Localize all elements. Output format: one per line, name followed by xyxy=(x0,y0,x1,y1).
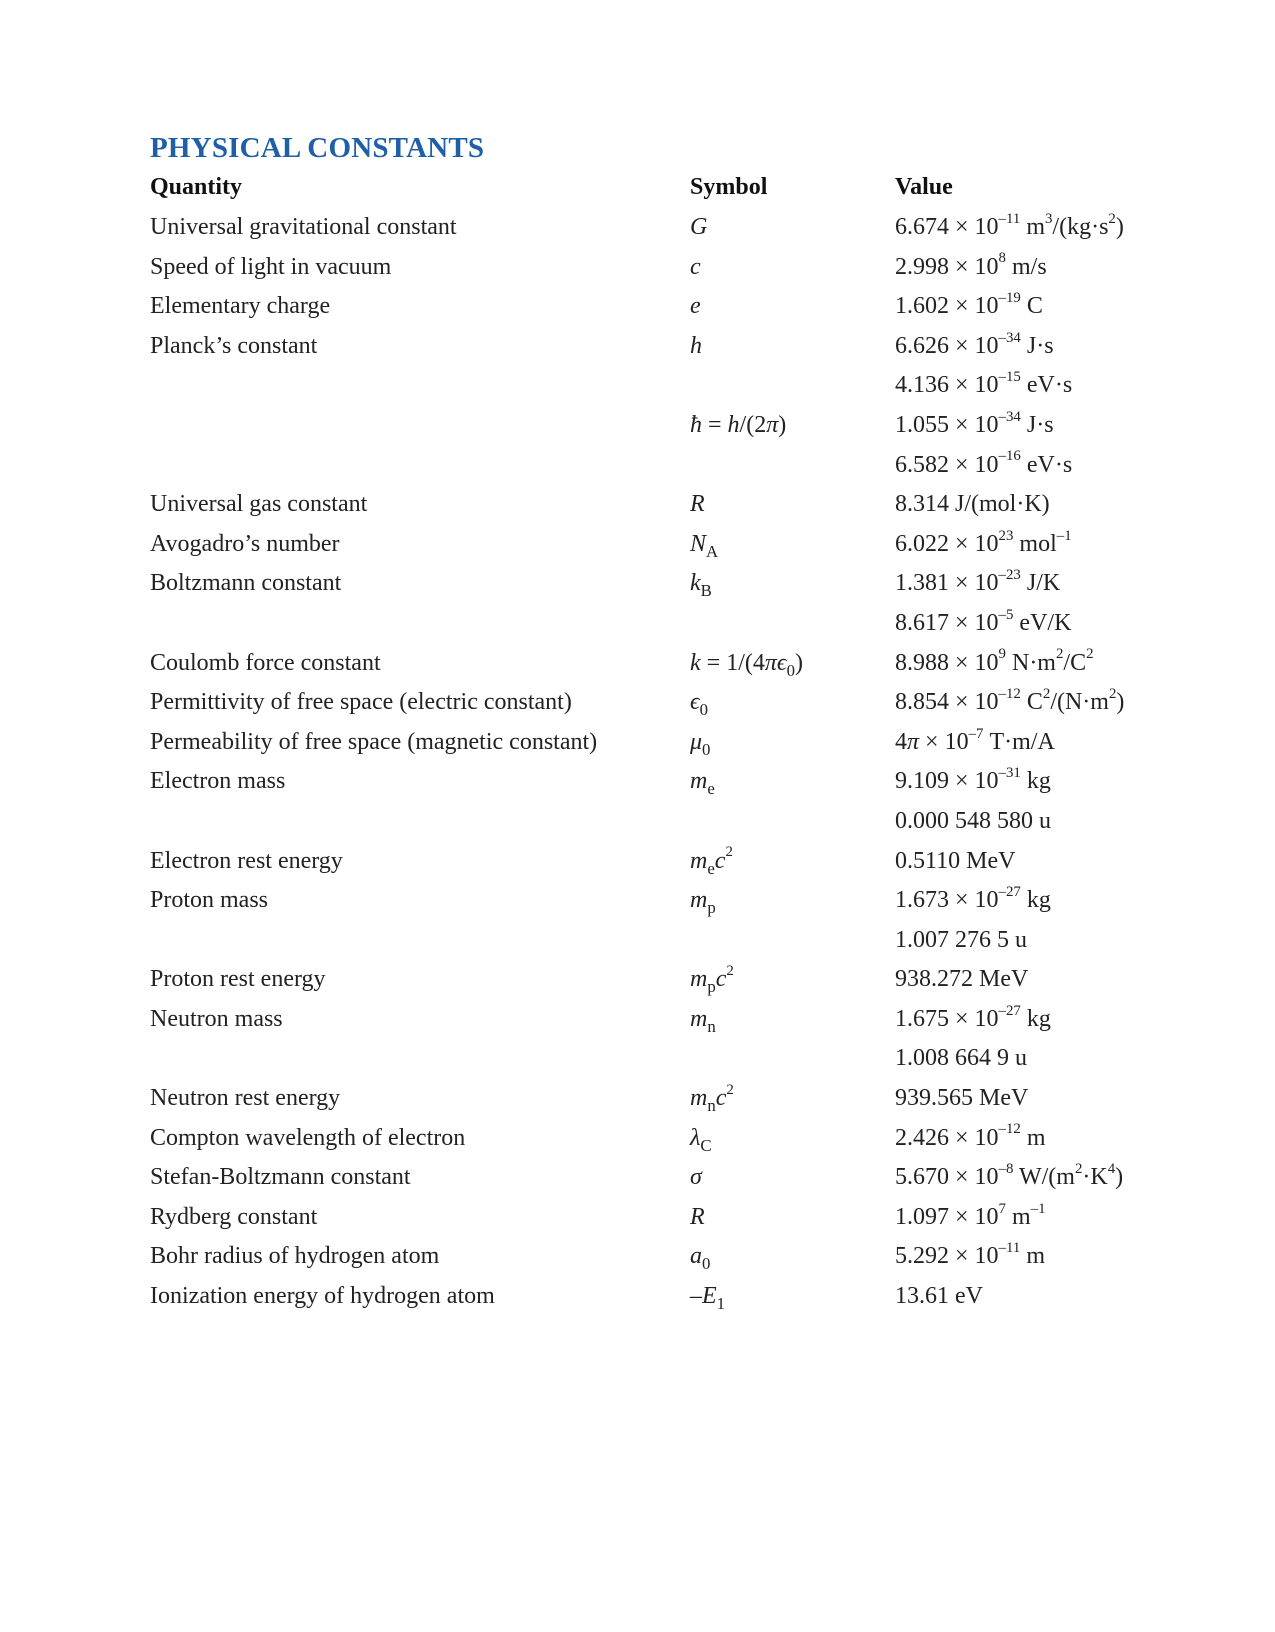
page-title: PHYSICAL CONSTANTS xyxy=(150,132,485,164)
value-cell: $5.292 \times 10^{-11}$ m xyxy=(895,1240,1045,1270)
symbol-cell: $k = 1/(4\pi\epsilon_0)$ xyxy=(690,649,803,680)
symbol-cell: c xyxy=(690,253,701,280)
value-cell: $1.097 \times 10^7$ $m^{-1}$ xyxy=(895,1200,1046,1230)
table-row xyxy=(150,921,1150,961)
value-cell: $4\pi \times 10^{-7}$ T·m/A xyxy=(895,725,1055,755)
value-cell: 1.008 664 9 u xyxy=(895,1045,1027,1072)
symbol-cell: R xyxy=(690,491,705,518)
table-row xyxy=(150,446,1150,486)
value-cell: $8.617 \times 10^{-5}$ eV/K xyxy=(895,606,1072,636)
symbol-cell: $m_pc^2$ xyxy=(690,963,734,997)
table-row xyxy=(150,366,1150,406)
value-cell: 0.000 548 580 u xyxy=(895,807,1051,834)
value-cell: 939.565 MeV xyxy=(895,1085,1029,1112)
value-cell: $1.381 \times 10^{-23}$ J/K xyxy=(895,567,1061,597)
quantity-cell: Boltzmann constant xyxy=(150,570,342,597)
table-row xyxy=(150,564,1150,604)
table-row xyxy=(150,1119,1150,1159)
symbol-cell: $m_e$ xyxy=(690,768,715,799)
quantity-cell: Proton mass xyxy=(150,887,269,914)
header-quantity: Quantity xyxy=(150,174,243,200)
symbol-cell: $m_ec^2$ xyxy=(690,844,733,878)
value-cell: $2.426 \times 10^{-12}$ m xyxy=(895,1121,1046,1151)
table-row xyxy=(150,1079,1150,1119)
symbol-cell: $-E_1$ xyxy=(690,1283,726,1313)
value-cell: $9.109 \times 10^{-31}$ kg xyxy=(895,765,1051,795)
symbol-cell: h xyxy=(690,332,702,359)
quantity-cell: Electron rest energy xyxy=(150,847,343,874)
table-row xyxy=(150,1198,1150,1238)
quantity-cell: Permittivity of free space (electric constant) xyxy=(150,689,572,716)
table-row xyxy=(150,842,1150,882)
value-cell: 8.314 J/(mol·K) xyxy=(895,491,1050,518)
quantity-cell: Coulomb force constant xyxy=(150,649,381,676)
quantity-cell: Avogadro’s number xyxy=(150,530,340,557)
quantity-cell: Universal gas constant xyxy=(150,491,368,518)
quantity-cell: Bohr radius of hydrogen atom xyxy=(150,1243,440,1270)
table-row xyxy=(150,762,1150,802)
quantity-cell: Neutron rest energy xyxy=(150,1085,341,1112)
value-cell: $1.602 \times 10^{-19}$ C xyxy=(895,289,1043,320)
table-row xyxy=(150,485,1150,525)
quantity-cell: Ionization energy of hydrogen atom xyxy=(150,1283,495,1310)
symbol-cell: $m_p$ xyxy=(690,887,716,917)
table-row xyxy=(150,881,1150,921)
table-row xyxy=(150,1237,1150,1277)
value-cell: $1.675 \times 10^{-27}$ kg xyxy=(895,1002,1051,1032)
value-cell: $2.998 \times 10^8$ m/s xyxy=(895,250,1047,280)
quantity-cell: Speed of light in vacuum xyxy=(150,253,392,280)
symbol-cell: R xyxy=(690,1203,705,1230)
table-row xyxy=(150,287,1150,327)
value-cell: $8.988 \times 10^9$ $N\cdot m^2/C^2$ xyxy=(895,646,1094,676)
table-header xyxy=(150,168,1150,208)
symbol-cell: $\lambda_C$ xyxy=(690,1124,712,1155)
quantity-cell: Stefan-Boltzmann constant xyxy=(150,1164,411,1191)
header-value: Value xyxy=(895,174,953,200)
symbol-cell: $\epsilon_0$ xyxy=(690,689,709,719)
symbol-cell: ħ = h/(2π) xyxy=(690,411,787,438)
symbol-cell: $k_B$ xyxy=(690,570,712,601)
value-cell: $1.673 \times 10^{-27}$ kg xyxy=(895,883,1051,914)
quantity-cell: Electron mass xyxy=(150,768,286,795)
table-row xyxy=(150,723,1150,763)
table-row xyxy=(150,1158,1150,1198)
value-cell: $6.674 \times 10^{-11}$ $m^3/(kg\cdot s^2)$ xyxy=(895,210,1124,240)
constants-table xyxy=(150,168,1150,1317)
value-cell: 1.007 276 5 u xyxy=(895,926,1027,953)
table-row xyxy=(150,248,1150,288)
header-symbol: Symbol xyxy=(690,174,768,200)
value-cell: 13.61 eV xyxy=(895,1283,983,1310)
quantity-cell: Permeability of free space (magnetic constant) xyxy=(150,728,598,755)
table-row xyxy=(150,327,1150,367)
symbol-cell: $a_0$ xyxy=(690,1243,711,1274)
table-row xyxy=(150,406,1150,446)
table-row xyxy=(150,802,1150,842)
table-row xyxy=(150,604,1150,644)
value-cell: 938.272 MeV xyxy=(895,966,1029,993)
quantity-cell: Neutron mass xyxy=(150,1005,283,1032)
value-cell: $6.626 \times 10^{-34}$ J·s xyxy=(895,329,1054,359)
quantity-cell: Planck’s constant xyxy=(150,332,318,359)
value-cell: $4.136 \times 10^{-15}$ eV·s xyxy=(895,369,1073,399)
table-row xyxy=(150,208,1150,248)
value-cell: $6.022 \times 10^{23}$ mol$^{-1}$ xyxy=(895,527,1072,557)
table-row xyxy=(150,1277,1150,1317)
value-cell: $8.854 \times 10^{-12}$ $C^2/(N\cdot m^2)$ xyxy=(895,685,1125,716)
quantity-cell: Universal gravitational constant xyxy=(150,214,457,240)
value-cell: $1.055 \times 10^{-34}$ J·s xyxy=(895,408,1054,438)
symbol-cell: $m_n$ xyxy=(690,1005,716,1036)
symbol-cell: e xyxy=(690,293,701,320)
symbol-cell: G xyxy=(690,214,708,240)
table-row xyxy=(150,1039,1150,1079)
value-cell: $5.670 \times 10^{-8}$ $W/(m^2\cdot K^4)$ xyxy=(895,1161,1124,1191)
table-row xyxy=(150,644,1150,684)
quantity-cell: Compton wavelength of electron xyxy=(150,1124,466,1151)
symbol-cell: $\mu_0$ xyxy=(690,728,711,759)
table-row xyxy=(150,683,1150,723)
quantity-cell: Proton rest energy xyxy=(150,966,326,993)
value-cell: $6.582 \times 10^{-16}$ eV·s xyxy=(895,448,1073,478)
table-row xyxy=(150,960,1150,1000)
quantity-cell: Rydberg constant xyxy=(150,1203,318,1230)
quantity-cell: Elementary charge xyxy=(150,293,331,320)
table-row xyxy=(150,525,1150,565)
symbol-cell: $N_A$ xyxy=(690,530,719,561)
symbol-cell: σ xyxy=(690,1164,702,1191)
symbol-cell: $m_nc^2$ xyxy=(690,1081,734,1115)
table-row xyxy=(150,1000,1150,1040)
table-body xyxy=(150,208,1150,1317)
value-cell: 0.5110 MeV xyxy=(895,847,1016,874)
